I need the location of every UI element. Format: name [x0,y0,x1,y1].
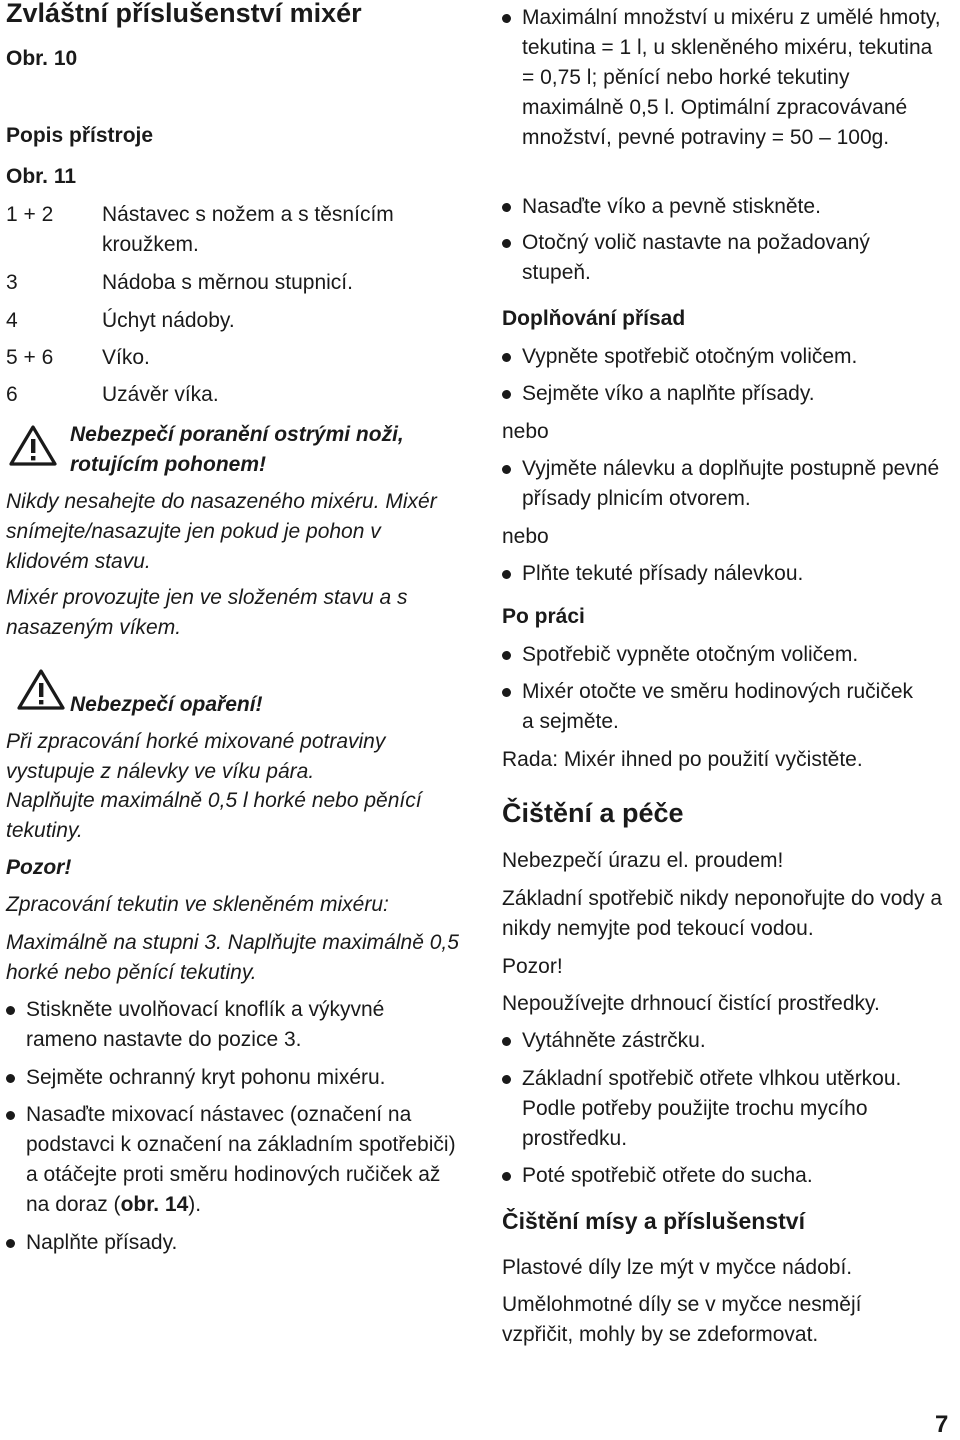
bullet-item: Poté spotřebič otřete do sucha. [502,1161,942,1191]
bullet-item: Plňte tekuté přísady nálevkou. [502,559,942,589]
tip-text: Rada: Mixér ihned po použití vyčistěte. [502,748,863,771]
cleaning-text: Základní spotřebič nikdy neponořujte do vody a nikdy nemyjte pod tekoucí vodou. [502,887,943,940]
warning-scald-heading: Nebezpečí opaření! [70,693,263,716]
part-description: Nádoba s měrnou stupnicí. [102,271,353,294]
bullet-item: Vypněte spotřebič otočným voličem. [502,342,942,372]
bullet-item: Nasaďte víko a pevně stiskněte. [502,192,942,222]
part-number: 6 [6,383,18,406]
bullet-item: Vytáhněte zástrčku. [502,1026,942,1056]
step-item: Stiskněte uvolňovací knoflík a výkyvné rameno nastavte do pozice 3. [6,995,456,1055]
bullet-item: Maximální množství u mixéru z umělé hmoty, tekutina = 1 l, u skleněného mixéru, tekutina = 0,75 l; pěnící nebo horké tekutiny maximálně 0,5 l. Optimální zpracovávané množství, pevné potraviny = 50 – 100g. [502,3,942,153]
warning-triangle-icon [8,424,58,468]
part-number: 5 + 6 [6,346,54,369]
warning-injury-heading: Nebezpečí poranění ostrými noži, rotujícím pohonem! [70,423,404,476]
bullet-item: Vyjměte nálevku a doplňujte postupně pevné přísady plnicím otvorem. [502,454,942,514]
bowl-text: Plastové díly lze mýt v myčce nádobí. [502,1256,853,1279]
or-text: nebo [502,420,549,443]
bullet-item: Spotřebič vypněte otočným voličem. [502,640,942,670]
after-work-heading: Po práci [502,605,585,628]
part-description: Nástavec s nožem a s těsnícím kroužkem. [102,203,394,256]
or-text: nebo [502,525,549,548]
warning-injury-text: Nikdy nesahejte do nasazeného mixéru. Mixér snímejte/nasazujte jen pokud je pohon v klidovém stavu. [6,490,437,573]
part-number: 1 + 2 [6,203,54,226]
part-description: Uzávěr víka. [102,383,219,406]
cleaning-text-2: Nepoužívejte drhnoucí čistící prostředky. [502,992,880,1015]
step-text-end: ). [188,1193,202,1216]
page-title: Zvláštní příslušenství mixér [6,0,362,28]
part-description: Víko. [102,346,150,369]
page-number: 7 [935,1411,949,1438]
cleaning-caution: Pozor! [502,955,563,978]
part-number: 3 [6,271,18,294]
bullet-item: Základní spotřebič otřete vlhkou utěrkou. Podle potřeby použijte trochu mycího prostředku. [502,1064,942,1154]
cleaning-heading: Čištění a péče [502,798,684,828]
adding-heading: Doplňování přísad [502,307,686,330]
warning-triangle-icon [16,668,66,712]
warning-scald-text-2: Naplňujte maximálně 0,5 l horké nebo pěnící tekutiny. [6,789,422,842]
cleaning-warning: Nebezpečí úrazu el. proudem! [502,849,784,872]
bullet-item: Sejměte víko a naplňte přísady. [502,379,942,409]
step-item [6,1100,458,1220]
bowl-cleaning-heading: Čištění mísy a příslušenství [502,1208,805,1234]
description-heading: Popis přístroje [6,124,154,147]
part-number: 4 [6,309,18,332]
caution-text-2: Maximálně na stupni 3. Naplňujte maximálně 0,5 horké nebo pěnící tekutiny. [6,931,459,984]
figure-ref-14: obr. 14 [120,1193,189,1216]
warning-injury-text-2: Mixér provozujte jen ve složeném stavu a s nasazeným víkem. [6,586,408,639]
bullet-item: Otočný volič nastavte na požadovaný stupeň. [502,228,942,288]
step-text: Nasaďte mixovací nástavec (označení na podstavci k označení na základním spotřebiči) a otáčejte proti směru hodinových ručiček až na doraz ( [26,1103,456,1216]
caution-text: Zpracování tekutin ve skleněném mixéru: [6,893,389,916]
part-description: Úchyt nádoby. [102,309,235,332]
figure-ref-10: Obr. 10 [6,47,78,70]
caution-heading: Pozor! [6,856,72,879]
figure-ref-11: Obr. 11 [6,165,77,188]
warning-scald-text: Při zpracování horké mixované potraviny vystupuje z nálevky ve víku pára. [6,730,386,783]
bullet-item: Mixér otočte ve směru hodinových ručiček a sejměte. [502,677,922,737]
step-item: Naplňte přísady. [6,1228,456,1258]
bowl-text-2: Umělohmotné díly se v myčce nesmějí vzpřičit, mohly by se zdeformovat. [502,1293,862,1346]
step-item: Sejměte ochranný kryt pohonu mixéru. [6,1063,466,1093]
